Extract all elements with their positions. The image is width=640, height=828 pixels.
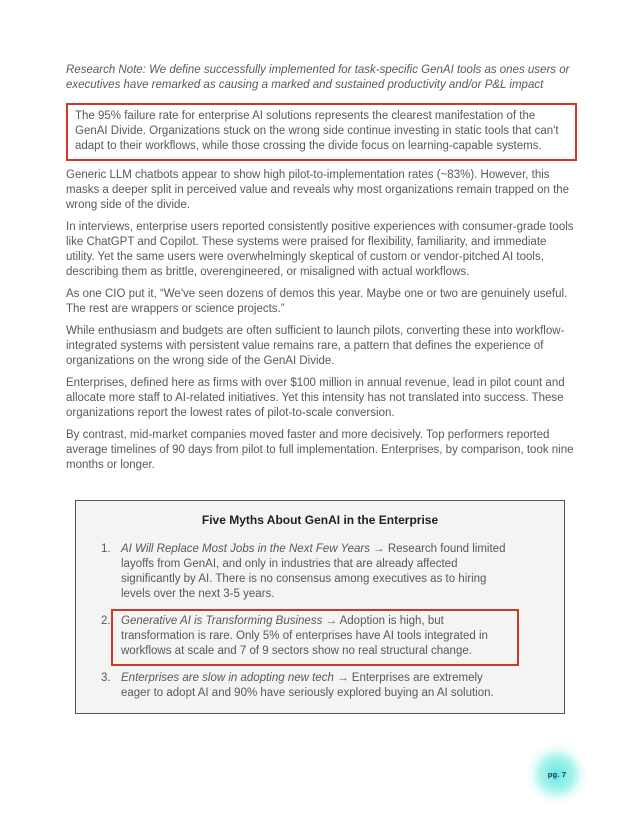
paragraph: As one CIO put it, “We've seen dozens of demos this year. Maybe one or two are genuinely useful. The rest are wrappers or science projects.” [66,288,568,315]
page-number-label: pg. 7 [547,769,567,779]
myth-item-1 [76,542,564,602]
myth-text-highlighted [111,609,519,666]
myth-body: → Research found limited layoffs from GenAI, and only in industries that are already affected significantly by AI. There is no consensus among executives as to hiring levels over the next 3-5 years. [121,543,506,600]
myth-lead: AI Will Replace Most Jobs in the Next Few Years [121,543,370,555]
myth-lead: Generative AI is Transforming Business [121,615,323,627]
document-page [66,63,577,714]
myth-item-2 [76,614,564,659]
myth-number: 1. [101,543,111,555]
myth-item-3 [76,671,564,701]
callout-text: The 95% failure rate for enterprise AI solutions represents the clearest manifestation of the GenAI Divide. Organizations stuck on the wrong side continue investing in static tools that can't adapt to their workflows, while those crossing the divide focus on learning-capable systems. [75,110,559,152]
myths-box [75,500,565,714]
myths-box-title: Five Myths About GenAI in the Enterprise [201,513,439,527]
myth-text [121,671,509,701]
myth-number: 3. [101,672,111,684]
research-note: Research Note: We define successfully implemented for task-specific GenAI tools as ones users or executives have remarked as causing a marked and sustained productivity and/or P&L impact [66,64,570,91]
paragraph: While enthusiasm and budgets are often sufficient to launch pilots, converting these into workflow-integrated systems with persistent value remains rare, a pattern that defines the experience of organizations on the wrong side of the GenAI Divide. [66,325,565,367]
page-number-badge [527,744,587,804]
highlighted-callout-box [66,103,577,161]
myth-number: 2. [101,615,111,627]
myth-text [121,542,509,602]
myth-lead: Enterprises are slow in adopting new tech [121,672,334,684]
paragraph: Generic LLM chatbots appear to show high pilot-to-implementation rates (~83%). However, this masks a deeper split in perceived value and reveals why most organizations remain trapped on the wrong side of the divide. [66,169,570,211]
myth-body: → Enterprises are extremely eager to adopt AI and 90% have seriously explored buying an AI solution. [121,672,494,699]
myth-body: → Adoption is high, but transformation is rare. Only 5% of enterprises have AI tools integrated in workflows at scale and 7 of 9 sectors show no real structural change. [121,615,488,657]
paragraph: Enterprises, defined here as firms with over $100 million in annual revenue, lead in pilot count and allocate more staff to AI-related initiatives. Yet this intensity has not translated into success. These organizations report the lowest rates of pilot-to-scale conversion. [66,377,565,419]
paragraph: In interviews, enterprise users reported consistently positive experiences with consumer-grade tools like ChatGPT and Copilot. These systems were praised for flexibility, familiarity, and immediate utility. Yet the same users were overwhelmingly skeptical of custom or vendor-pitched AI tools, describing them as brittle, overengineered, or misaligned with actual workflows. [66,221,574,278]
paragraph: By contrast, mid-market companies moved faster and more decisively. Top performers reported average timelines of 90 days from pilot to full implementation. Enterprises, by comparison, took nine months or longer. [66,429,574,471]
